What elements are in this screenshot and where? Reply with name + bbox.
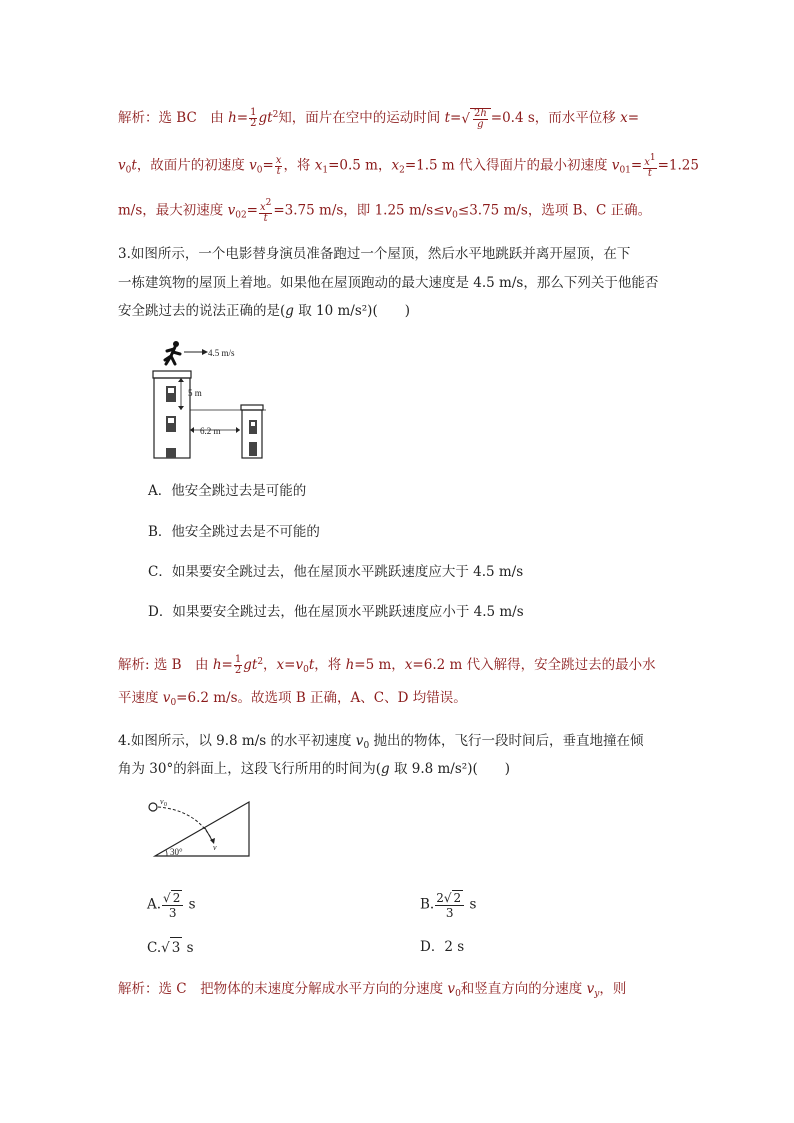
svg-text:v: v: [213, 843, 217, 852]
svg-text:0: 0: [164, 802, 167, 808]
q4-angle-label: 30°: [170, 847, 183, 857]
analysis1-line2: $v_0t$，故面片的初速度 $v_0=$ $\frac{x}{t}$ ，将 $x_1=0.5$ m，$x_2=1.5$ m 代入得面片的最小初速度 $v_{01}=$ $\frac{x^1}{t}$ =1.25: [118, 153, 699, 179]
q4-option-c[interactable]: C.√ 3 s: [147, 937, 194, 958]
q3-stem-line1: 3.如图所示，一个电影替身演员准备跑过一个屋顶，然后水平地跳跃并离开屋顶，在下: [118, 246, 631, 262]
analysis3-line1: 解析：选 C 把物体的末速度分解成水平方向的分速度 $v_0$和竖直方向的分速度 $v_y$，则: [118, 981, 627, 999]
q3-speed-label: 4.5 m/s: [208, 348, 235, 358]
q4-stem-line1: 4.如图所示，以 9.8 m/s 的水平初速度 $v_0$ 抛出的物体，飞行一段时间后，垂直地撞在倾: [118, 733, 644, 751]
ball-icon: [149, 803, 157, 811]
q4-option-d[interactable]: D．2 s: [420, 939, 465, 955]
svg-text:v: v: [160, 797, 164, 806]
q3-building-figure: [148, 338, 268, 460]
q3-option-a[interactable]: A．他安全跳过去是可能的: [148, 483, 307, 499]
q3-stem-line3: 安全跳过去的说法正确的是(g 取 10 m/s²)( ): [118, 303, 410, 319]
q4-incline-figure: [145, 792, 255, 860]
q3-stem-line2: 一栋建筑物的屋顶上着地。如果他在屋顶跑动的最大速度是 4.5 m/s，那么下列关于他能否: [118, 275, 659, 291]
q3-distance-label: 6.2 m: [200, 426, 221, 436]
q3-option-c[interactable]: C．如果要安全跳过去，他在屋顶水平跳跃速度应大于 4.5 m/s: [148, 564, 524, 580]
q3-option-d[interactable]: D．如果要安全跳过去，他在屋顶水平跳跃速度应小于 4.5 m/s: [148, 604, 524, 620]
q4-option-a[interactable]: A. $\frac{√ 2}{3}$ s: [147, 891, 196, 920]
q4-stem-line2: 角为 30°的斜面上，这段飞行所用的时间为(g 取 9.8 m/s²)( ): [118, 761, 510, 777]
analysis1-line3: m/s，最大初速度 $v_{02}=$ $\frac{x^2}{t}$ =3.75 m/s，即 1.25 $m/s\le v_0\le 3.75$ m/s，选项 B、C 正确。: [118, 198, 652, 224]
q4-option-b[interactable]: B. $\frac{2√ 2}{3}$ s: [420, 891, 477, 920]
q3-height-label: 5 m: [188, 388, 202, 398]
analysis2-line2: 平速度 $v_0=6.2$ m/s。故选项 B 正确，A、C、D 均错误。: [118, 690, 467, 708]
analysis1-line1: 解析：选 BC 由 h= $\frac{1}{2}$ $gt^2$知，面片在空中的运动时间 t=√ $\frac{2h}{g}$ =0.4 s，而水平位移 x=: [118, 107, 640, 130]
runner-icon: [165, 341, 180, 364]
analysis2-line1: 解析: 选 B 由 h= $\frac{1}{2}$ $gt^2$，$x=v_0t$，将 h=5 m，x=6.2 m 代入解得，安全跳过去的最小水: [118, 654, 656, 676]
q3-option-b[interactable]: B．他安全跳过去是不可能的: [148, 524, 320, 540]
